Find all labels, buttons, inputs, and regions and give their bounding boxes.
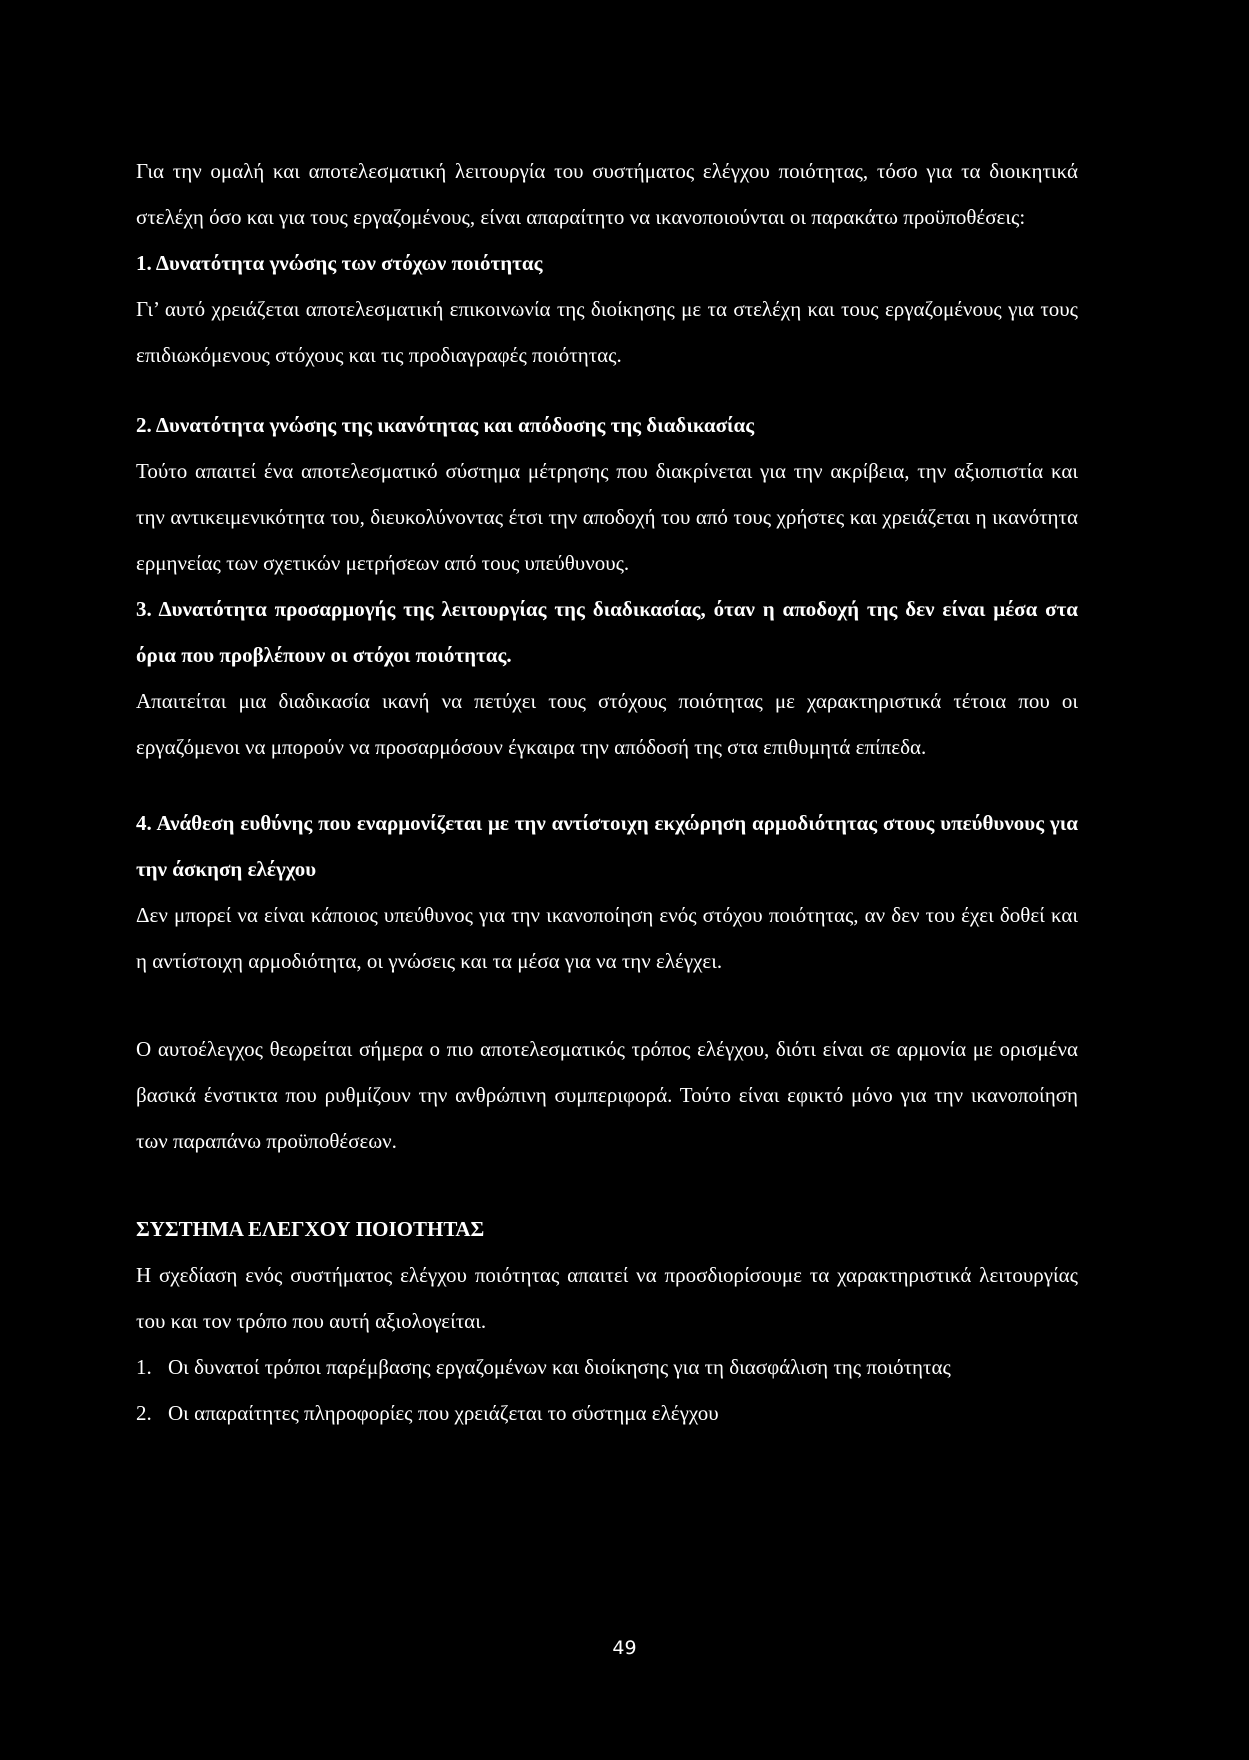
list-item-number: 2. xyxy=(136,1401,152,1425)
page-number: 49 xyxy=(612,1637,637,1659)
section-1-heading: 1. Δυνατότητα γνώσης των στόχων ποιότητας xyxy=(136,251,543,275)
intro-paragraph: Για την ομαλή και αποτελεσματική λειτουργία του συστήματος ελέγχου ποιότητας, τόσο για τα διοικητικά στελέχη όσο και για τους εργαζομένους, είναι απαραίτητο να ικανοποιούνται οι παρακάτω προϋποθέσεις: xyxy=(136,159,1078,229)
self-control-paragraph: Ο αυτοέλεγχος θεωρείται σήμερα ο πιο αποτελεσματικός τρόπος ελέγχου, διότι είναι σε αρμονία με ορισμένα βασικά ένστικτα που ρυθμίζουν την ανθρώπινη συμπεριφορά. Τούτο είναι εφικτό μόνο για την ικανοποίηση των παραπάνω προϋποθέσεων. xyxy=(136,1037,1078,1153)
section-4-body: Δεν μπορεί να είναι κάποιος υπεύθυνος για την ικανοποίηση ενός στόχου ποιότητας, αν δεν του έχει δοθεί και η αντίστοιχη αρμοδιότητα, οι γνώσεις και τα μέσα για να την ελέγχει. xyxy=(136,903,1078,973)
list-item-number: 1. xyxy=(136,1355,152,1379)
section-2-body: Τούτο απαιτεί ένα αποτελεσματικό σύστημα μέτρησης που διακρίνεται για την ακρίβεια, την αξιοπιστία και την αντικειμενικότητα του, διευκολύνοντας έτσι την αποδοχή του από τους χρήστες και χρειάζεται η ικανότητα ερμηνείας των σχετικών μετρήσεων από τους υπεύθυνους. xyxy=(136,459,1078,575)
list-item xyxy=(136,1390,1078,1436)
section-1-body: Γι’ αυτό χρειάζεται αποτελεσματική επικοινωνία της διοίκησης με τα στελέχη και τους εργαζομένους για τους επιδιωκόμενους στόχους και τις προδιαγραφές ποιότητας. xyxy=(136,297,1078,367)
system-heading: ΣΥΣΤΗΜΑ ΕΛΕΓΧΟΥ ΠΟΙΟΤΗΤΑΣ xyxy=(136,1217,485,1241)
section-2-heading: 2. Δυνατότητα γνώσης της ικανότητας και απόδοσης της διαδικασίας xyxy=(136,413,755,437)
system-body: Η σχεδίαση ενός συστήματος ελέγχου ποιότητας απαιτεί να προσδιορίσουμε τα χαρακτηριστικά λειτουργίας του και τον τρόπο που αυτή αξιολογείται. xyxy=(136,1263,1078,1333)
section-3-body: Απαιτείται μια διαδικασία ικανή να πετύχει τους στόχους ποιότητας με χαρακτηριστικά τέτοια που οι εργαζόμενοι να μπορούν να προσαρμόσουν έγκαιρα την απόδοσή της στα επιθυμητά επίπεδα. xyxy=(136,689,1078,759)
list-item-text: Οι απαραίτητες πληροφορίες που χρειάζεται το σύστημα ελέγχου xyxy=(168,1401,719,1425)
document-page xyxy=(136,148,1078,1436)
list-item-text: Οι δυνατοί τρόποι παρέμβασης εργαζομένων και διοίκησης για τη διασφάλιση της ποιότητας xyxy=(168,1355,951,1379)
list-item xyxy=(136,1344,1078,1390)
section-3-heading: 3. Δυνατότητα προσαρμογής της λειτουργίας της διαδικασίας, όταν η αποδοχή της δεν είναι μέσα στα όρια που προβλέπουν οι στόχοι ποιότητας. xyxy=(136,597,1078,667)
section-4-heading: 4. Ανάθεση ευθύνης που εναρμονίζεται με την αντίστοιχη εκχώρηση αρμοδιότητας στους υπεύθυνους για την άσκηση ελέγχου xyxy=(136,811,1078,881)
